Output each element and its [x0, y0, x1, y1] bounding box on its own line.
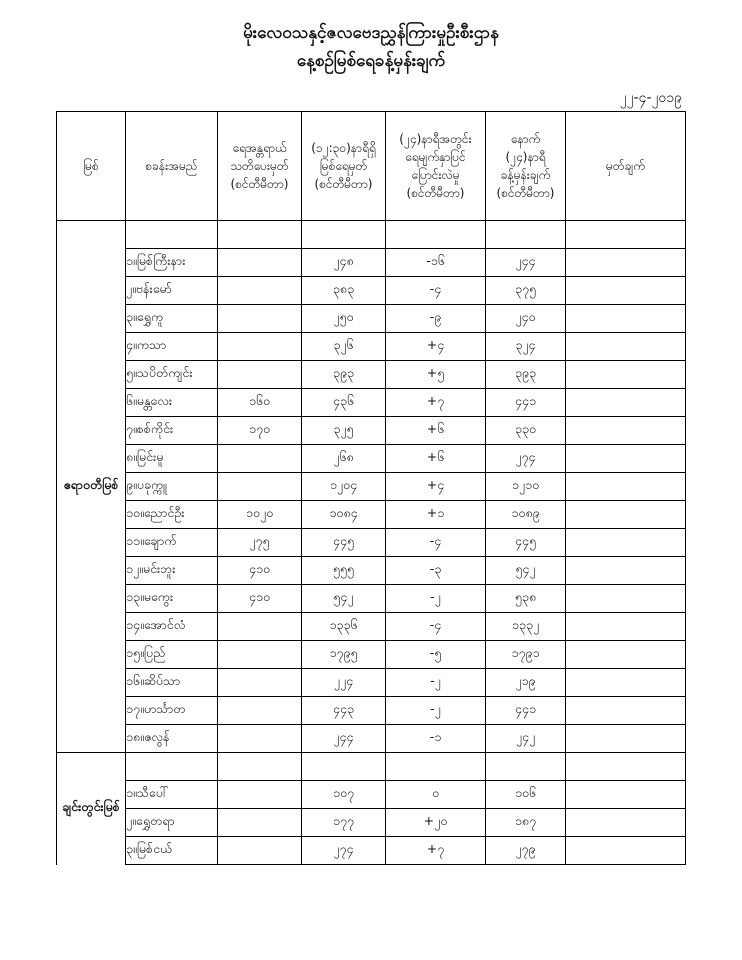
change-cell: -၁၆	[386, 249, 486, 277]
gap-cell	[218, 753, 302, 781]
remark-cell	[566, 613, 686, 641]
header-line: (စင်တီမီတာ)	[406, 186, 465, 200]
remark-cell	[566, 725, 686, 753]
station-name-cell: ၁။မြစ်ကြီးနား	[126, 249, 218, 277]
warning-level-cell: ၁၀၂၀	[218, 501, 302, 529]
warning-level-cell	[218, 445, 302, 473]
table-row	[57, 837, 686, 865]
header-station-name	[126, 112, 218, 221]
change-cell: +၇	[386, 389, 486, 417]
change-cell: -၄	[386, 613, 486, 641]
gap-cell	[566, 221, 686, 249]
table-header-row	[57, 112, 686, 221]
header-line: သတိပေးမှတ်	[230, 159, 289, 173]
water-level-cell: ၂၄၈	[302, 249, 386, 277]
gap-cell	[302, 221, 386, 249]
change-cell: -၂	[386, 585, 486, 613]
remark-cell	[566, 417, 686, 445]
header-line: ရေအန္တရာယ်	[232, 141, 287, 155]
header-line: မြစ်	[83, 159, 99, 173]
remark-cell	[566, 445, 686, 473]
remark-cell	[566, 641, 686, 669]
header-line: (၂၄)နာရီအတွင်း	[399, 132, 472, 146]
station-name-cell: ၄။ကသာ	[126, 333, 218, 361]
gap-cell	[126, 221, 218, 249]
water-level-cell: ၅၄၂	[302, 585, 386, 613]
report-title: နေ့စဉ်မြစ်ရေခန့်မှန်းချက်	[296, 51, 446, 71]
warning-level-cell: ၁၆၀	[218, 389, 302, 417]
water-level-cell: ၁၀၇	[302, 781, 386, 809]
station-name-cell: ၇။စစ်ကိုင်း	[126, 417, 218, 445]
station-name-cell: ၈။မြင်းမူ	[126, 445, 218, 473]
warning-level-cell	[218, 305, 302, 333]
water-level-cell: ၁၇၇	[302, 809, 386, 837]
header-change-24h	[386, 112, 486, 221]
forecast-cell: ၁၇၉၁	[486, 641, 566, 669]
remark-cell	[566, 697, 686, 725]
gap-cell	[386, 221, 486, 249]
table-row	[57, 641, 686, 669]
warning-level-cell	[218, 613, 302, 641]
station-name-cell: ၅။သပိတ်ကျင်း	[126, 361, 218, 389]
station-name-cell: ၁၄။အောင်လံ	[126, 613, 218, 641]
water-level-cell: ၂၅၀	[302, 305, 386, 333]
change-cell: +၄	[386, 473, 486, 501]
water-level-cell: ၅၅၅	[302, 557, 386, 585]
remark-cell	[566, 837, 686, 865]
group-gap-row	[57, 221, 686, 249]
forecast-cell: ၁၂၁၀	[486, 473, 566, 501]
remark-cell	[566, 277, 686, 305]
water-level-cell: ၁၇၉၅	[302, 641, 386, 669]
warning-level-cell	[218, 809, 302, 837]
station-name-cell: ၁၆။ဆိပ်သာ	[126, 669, 218, 697]
header-warning-level	[218, 112, 302, 221]
forecast-cell: ၂၇၉	[486, 837, 566, 865]
water-level-cell: ၄၃၆	[302, 389, 386, 417]
water-level-cell: ၄၄၃	[302, 697, 386, 725]
forecast-cell: ၅၄၂	[486, 557, 566, 585]
forecast-cell: ၄၄၁	[486, 389, 566, 417]
change-cell: -၂	[386, 697, 486, 725]
forecast-cell: ၂၄၂	[486, 725, 566, 753]
change-cell: +၅	[386, 361, 486, 389]
station-name-cell: ၁၃။မကွေး	[126, 585, 218, 613]
change-cell: -၉	[386, 305, 486, 333]
water-level-cell: ၃၂၆	[302, 333, 386, 361]
station-name-cell: ၃။မြစ်ငယ်	[126, 837, 218, 865]
table-row	[57, 781, 686, 809]
forecast-cell: ၁၈၇	[486, 809, 566, 837]
station-name-cell: ၃။ရွှေကူ	[126, 305, 218, 333]
remark-cell	[566, 305, 686, 333]
forecast-cell: ၂၇၄	[486, 445, 566, 473]
change-cell: +၁	[386, 501, 486, 529]
forecast-cell: ၄၄၁	[486, 697, 566, 725]
forecast-cell: ၃၇၅	[486, 277, 566, 305]
warning-level-cell	[218, 473, 302, 501]
forecast-cell: ၃၂၄	[486, 333, 566, 361]
station-name-cell: ၂။ရွှေတရာ	[126, 809, 218, 837]
table-row	[57, 669, 686, 697]
table-row	[57, 361, 686, 389]
remark-cell	[566, 473, 686, 501]
forecast-cell: ၁၀၆	[486, 781, 566, 809]
header-river	[57, 112, 126, 221]
water-level-cell: ၄၄၅	[302, 529, 386, 557]
forecast-cell: ၃၉၃	[486, 361, 566, 389]
report-date: ၂၂-၄-၂၀၁၉	[619, 90, 682, 106]
change-cell: +၄	[386, 333, 486, 361]
remark-cell	[566, 781, 686, 809]
water-level-cell: ၃၂၅	[302, 417, 386, 445]
group-gap-row	[57, 753, 686, 781]
header-line: ပြောင်းလဲမှု	[411, 168, 460, 182]
table-row	[57, 613, 686, 641]
table-row	[57, 277, 686, 305]
forecast-cell: ၅၃၈	[486, 585, 566, 613]
warning-level-cell: ၄၁၀	[218, 557, 302, 585]
station-name-cell: ၂။ဗန်းမော်	[126, 277, 218, 305]
water-level-cell: ၂၄၄	[302, 725, 386, 753]
water-level-cell: ၂၆၈	[302, 445, 386, 473]
forecast-cell: ၄၄၅	[486, 529, 566, 557]
change-cell: +၇	[386, 837, 486, 865]
header-line: (စင်တီမီတာ)	[496, 186, 555, 200]
header-line: နောက်	[510, 132, 541, 146]
water-level-cell: ၂၇၄	[302, 837, 386, 865]
change-cell: -၁	[386, 725, 486, 753]
station-name-cell: ၁။သီပေါ်	[126, 781, 218, 809]
remark-cell	[566, 557, 686, 585]
header-water-level	[302, 112, 386, 221]
table-row	[57, 501, 686, 529]
station-name-cell: ၉။ပခုက္ကူ	[126, 473, 218, 501]
warning-level-cell	[218, 725, 302, 753]
table-row	[57, 249, 686, 277]
change-cell: -၃	[386, 557, 486, 585]
header-forecast-24h	[486, 112, 566, 221]
warning-level-cell	[218, 333, 302, 361]
gap-cell	[126, 753, 218, 781]
change-cell: +၆	[386, 445, 486, 473]
remark-cell	[566, 669, 686, 697]
forecast-cell: ၂၄၄	[486, 249, 566, 277]
water-level-cell: ၃၉၃	[302, 361, 386, 389]
water-level-cell: ၁၂၀၄	[302, 473, 386, 501]
gap-cell	[486, 221, 566, 249]
warning-level-cell	[218, 669, 302, 697]
water-level-cell: ၃၈၃	[302, 277, 386, 305]
station-name-cell: ၁၅။ပြည်	[126, 641, 218, 669]
gap-cell	[218, 221, 302, 249]
header-line: စခန်းအမည်	[145, 159, 198, 173]
header-line: မှတ်ချက်	[606, 159, 645, 173]
gap-cell	[302, 753, 386, 781]
header-line: ရေမျက်နှာပြင်	[405, 150, 466, 164]
table-row	[57, 725, 686, 753]
header-line: မြစ်ရေမှတ်	[319, 159, 368, 173]
remark-cell	[566, 529, 686, 557]
department-title: မိုးလေဝသနှင့်ဇလဗေဒညွှန်ကြားမှုဦးစီးဌာန	[243, 23, 499, 43]
remark-cell	[566, 501, 686, 529]
river-forecast-table	[56, 111, 686, 865]
remark-cell	[566, 361, 686, 389]
remark-cell	[566, 809, 686, 837]
header-line: (စင်တီမီတာ)	[230, 177, 289, 191]
header-remarks	[566, 112, 686, 221]
warning-level-cell	[218, 361, 302, 389]
gap-cell	[386, 753, 486, 781]
warning-level-cell	[218, 837, 302, 865]
water-level-cell: ၁၃၃၆	[302, 613, 386, 641]
header-line: (၁၂:၃၀)နာရီရှိ	[311, 141, 376, 155]
change-cell: +၂၀	[386, 809, 486, 837]
forecast-cell: ၁၀၈၉	[486, 501, 566, 529]
change-cell: ၀	[386, 781, 486, 809]
change-cell: +၆	[386, 417, 486, 445]
forecast-cell: ၂၁၉	[486, 669, 566, 697]
station-name-cell: ၁၇။ဟင်္သာတ	[126, 697, 218, 725]
warning-level-cell	[218, 277, 302, 305]
gap-cell	[486, 753, 566, 781]
warning-level-cell	[218, 641, 302, 669]
forecast-cell: ၂၄၀	[486, 305, 566, 333]
table-row	[57, 557, 686, 585]
station-name-cell: ၁၁။ချောက်	[126, 529, 218, 557]
warning-level-cell	[218, 249, 302, 277]
table-row	[57, 473, 686, 501]
station-name-cell: ၁၈။ဇလွန်	[126, 725, 218, 753]
remark-cell	[566, 333, 686, 361]
change-cell: -၄	[386, 529, 486, 557]
table-row	[57, 333, 686, 361]
table-row	[57, 417, 686, 445]
table-row	[57, 389, 686, 417]
change-cell: -၄	[386, 277, 486, 305]
table-row	[57, 809, 686, 837]
warning-level-cell: ၁၇၀	[218, 417, 302, 445]
station-name-cell: ၁၀။ညောင်ဦး	[126, 501, 218, 529]
forecast-cell: ၁၃၃၂	[486, 613, 566, 641]
gap-cell	[566, 753, 686, 781]
remark-cell	[566, 389, 686, 417]
warning-level-cell: ၂၇၅	[218, 529, 302, 557]
river-name-cell: ဧရာဝတီမြစ်	[57, 221, 126, 753]
table-row	[57, 445, 686, 473]
table-row	[57, 529, 686, 557]
forecast-cell: ၃၃၀	[486, 417, 566, 445]
table-row	[57, 697, 686, 725]
change-cell: -၂	[386, 669, 486, 697]
station-name-cell: ၆။မန္တလေး	[126, 389, 218, 417]
remark-cell	[566, 585, 686, 613]
water-level-cell: ၁၀၈၄	[302, 501, 386, 529]
table-row	[57, 585, 686, 613]
station-name-cell: ၁၂။မင်းဘူး	[126, 557, 218, 585]
water-level-cell: ၂၂၄	[302, 669, 386, 697]
header-line: (စင်တီမီတာ)	[314, 177, 373, 191]
header-line: ခန့်မှန်းချက်	[500, 168, 551, 182]
remark-cell	[566, 249, 686, 277]
warning-level-cell: ၄၁၀	[218, 585, 302, 613]
table-row	[57, 305, 686, 333]
warning-level-cell	[218, 697, 302, 725]
river-name-cell: ချင်းတွင်းမြစ်	[57, 753, 126, 865]
header-line: (၂၄)နာရီ	[505, 150, 546, 164]
warning-level-cell	[218, 781, 302, 809]
change-cell: -၅	[386, 641, 486, 669]
